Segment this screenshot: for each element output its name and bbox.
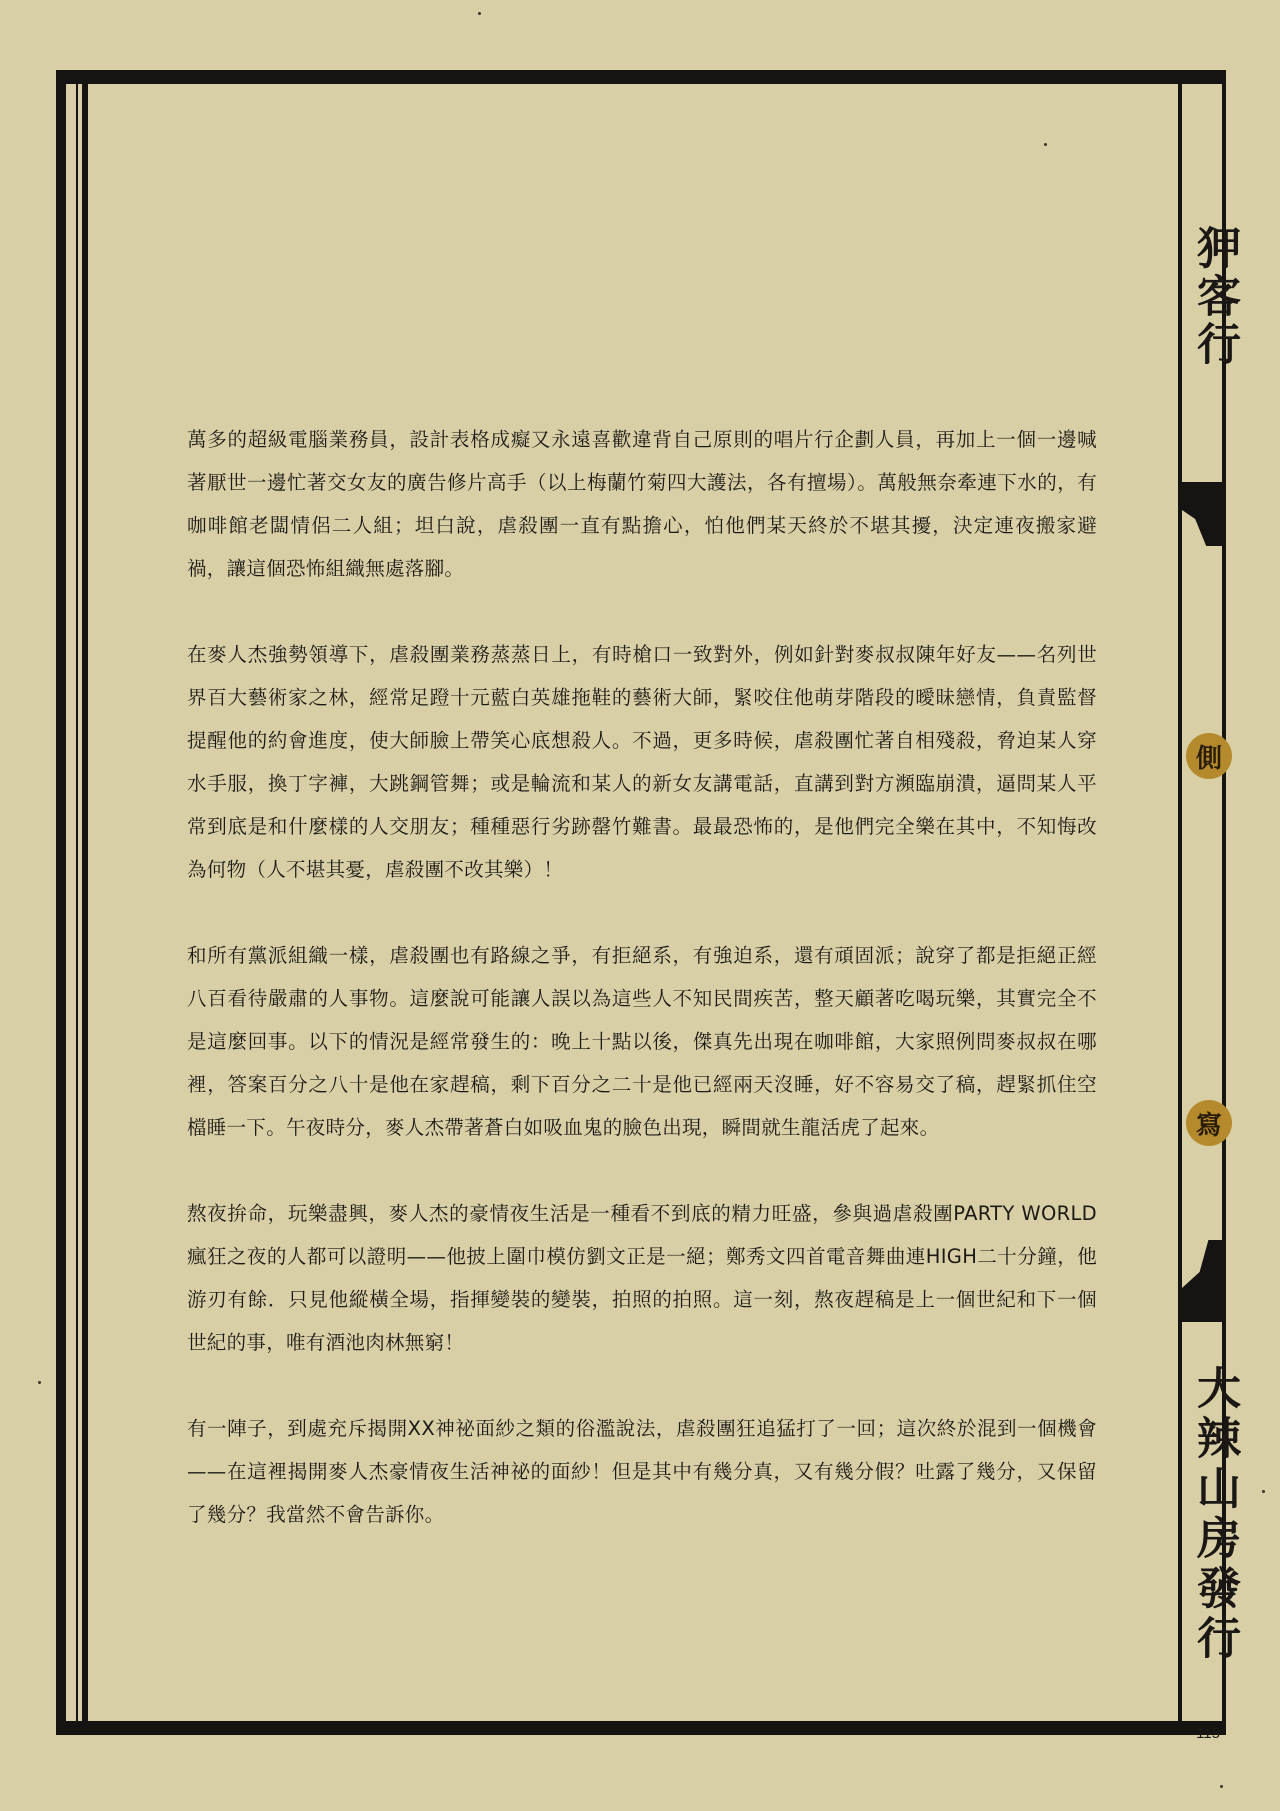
side-seal-1: 側 [1186,733,1232,779]
print-speck [1044,143,1047,146]
print-speck [1262,1490,1265,1493]
side-title-top: 狎客行 [1189,225,1240,369]
frame-inner-rule [82,84,88,1721]
paragraph: 和所有黨派組織一樣，虐殺團也有路線之爭，有拒絕系，有強迫系，還有頑固派；說穿了都是拒絕正經八百看待嚴肅的人事物。這麼說可能讓人誤以為這些人不知民間疾苦，整天顧著吃喝玩樂，其實完全不是這麼回事。以下的情況是經常發生的：晚上十點以後，傑真先出現在咖啡館，大家照例問麥叔叔在哪裡，答案百分之八十是他在家趕稿，剩下百分之二十是他已經兩天沒睡，好不容易交了稿，趕緊抓住空檔睡一下。午夜時分，麥人杰帶著蒼白如吸血鬼的臉色出現，瞬間就生龍活虎了起來。 [187,944,1097,1139]
side-divider-top [1178,482,1226,486]
side-title-bottom: 大辣山房發行 [1189,1365,1240,1665]
paragraph: 萬多的超級電腦業務員，設計表格成癡又永遠喜歡違背自己原則的唱片行企劃人員，再加上一個一邊喊著厭世一邊忙著交女友的廣告修片高手（以上梅蘭竹菊四大護法，各有擅場）。萬般無奈牽連下水的，有咖啡館老闆情侶二人組；坦白說，虐殺團一直有點擔心，怕他們某天終於不堪其擾，決定連夜搬家避禍，讓這個恐怖組織無處落腳。 [187,428,1097,580]
paragraph: 在麥人杰強勢領導下，虐殺團業務蒸蒸日上，有時槍口一致對外，例如針對麥叔叔陳年好友——名列世界百大藝術家之林，經常足蹬十元藍白英雄拖鞋的藝術大師，緊咬住他萌芽階段的曖昧戀情，負責監督提醒他的約會進度，使大師臉上帶笑心底想殺人。不過，更多時候，虐殺團忙著自相殘殺，脅迫某人穿水手服，換丁字褲，大跳鋼管舞；或是輪流和某人的新女友講電話，直講到對方瀕臨崩潰，逼問某人平常到底是和什麼樣的人交朋友；種種惡行劣跡罄竹難書。最最恐怖的，是他們完全樂在其中，不知悔改為何物（人不堪其憂，虐殺團不改其樂）！ [187,643,1097,881]
print-speck [38,1381,41,1384]
side-seal-2: 寫 [1186,1100,1232,1146]
side-divider-bottom [1178,1318,1226,1322]
frame-right-rule [1178,84,1182,1721]
paragraph: 熬夜拚命，玩樂盡興，麥人杰的豪情夜生活是一種看不到底的精力旺盛，參與過虐殺團PARTY WORLD瘋狂之夜的人都可以證明——他披上圍巾模仿劉文正是一絕；鄭秀文四首電音舞曲連HIGH二十分鐘，他游刃有餘．只見他縱橫全場，指揮變裝的變裝，拍照的拍照。這一刻，熬夜趕稿是上一個世紀和下一個世紀的事，唯有酒池肉林無窮！ [187,1202,1097,1354]
body-text [187,418,1097,1579]
page-number: 115 [1196,1725,1220,1742]
paragraph: 有一陣子，到處充斥揭開XX神祕面紗之類的俗濫說法，虐殺團狂追猛打了一回；這次終於混到一個機會——在這裡揭開麥人杰豪情夜生活神祕的面紗！但是其中有幾分真，又有幾分假？吐露了幾分，又保留了幾分？我當然不會告訴你。 [187,1417,1097,1526]
frame-inner-rule-thin [76,84,78,1721]
print-speck [478,12,481,15]
print-speck [1220,1785,1223,1788]
